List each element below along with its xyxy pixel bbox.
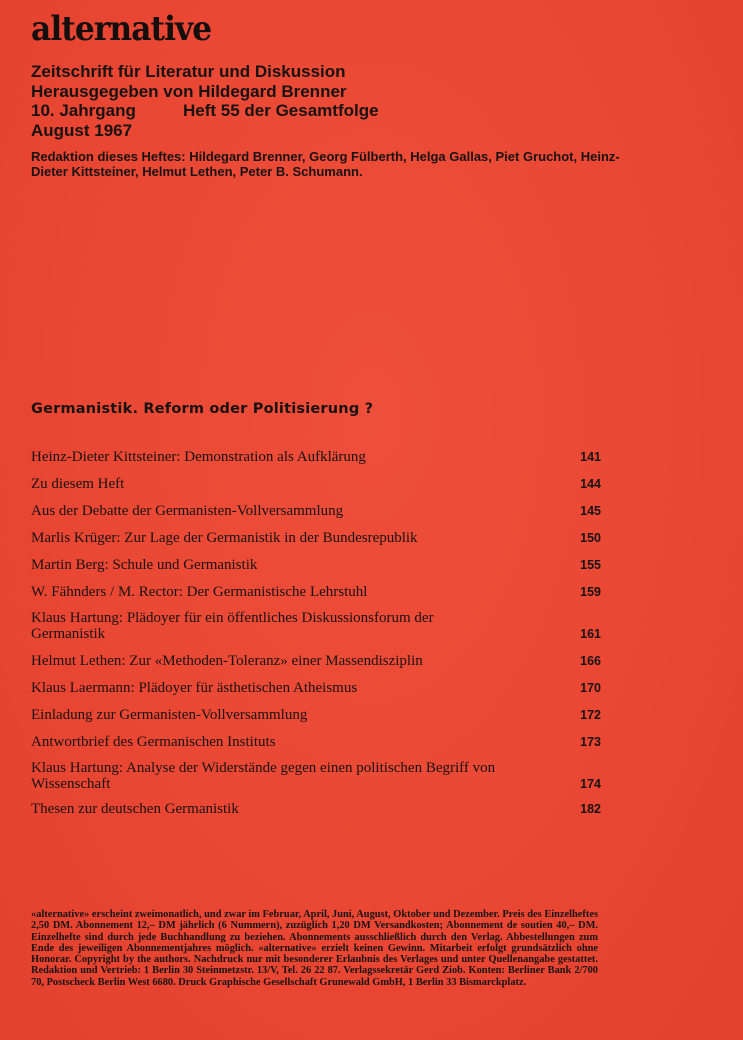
toc-entry-page: 174 bbox=[580, 777, 601, 791]
toc-entry-page: 141 bbox=[580, 450, 601, 464]
toc-entry bbox=[31, 476, 601, 492]
toc-entry-title: Aus der Debatte der Germanisten-Vollversammlung bbox=[31, 503, 344, 519]
toc-entry bbox=[31, 707, 601, 723]
toc-entry bbox=[31, 760, 601, 792]
toc-entry bbox=[31, 734, 601, 750]
issue-date: August 1967 bbox=[31, 120, 133, 140]
journal-editor: Herausgegeben von Hildegard Brenner bbox=[31, 81, 347, 101]
toc-entry bbox=[31, 584, 601, 600]
toc-entry-title: Klaus Hartung: Analyse der Widerstände gegen einen politischen Begriff von Wissenschaft bbox=[31, 760, 496, 792]
issue-line bbox=[31, 101, 591, 121]
toc-entry-title: Antwortbrief des Germanischen Instituts bbox=[31, 734, 276, 750]
journal-logo: alternative bbox=[31, 9, 212, 49]
toc-entry bbox=[31, 503, 601, 519]
toc-entry-page: 150 bbox=[580, 531, 601, 545]
toc-entry-page: 170 bbox=[580, 681, 601, 695]
journal-subtitle: Zeitschrift für Literatur und Diskussion bbox=[31, 62, 346, 81]
section-title: Germanistik. Reform oder Politisierung ? bbox=[31, 401, 374, 417]
toc-entry-page: 155 bbox=[580, 558, 601, 572]
toc-entry-page: 159 bbox=[580, 585, 601, 599]
toc-entry bbox=[31, 530, 601, 546]
toc-entry-title: Zu diesem Heft bbox=[31, 476, 125, 492]
editorial-staff: Redaktion dieses Heftes: Hildegard Brenner, Georg Fülberth, Helga Gallas, Piet Gruchot, Heinz-Dieter Kittsteiner, Helmut Lethen, Peter B. Schumann. bbox=[31, 149, 620, 179]
toc-entry-title: W. Fähnders / M. Rector: Der Germanistische Lehrstuhl bbox=[31, 584, 368, 600]
toc-entry-title: Thesen zur deutschen Germanistik bbox=[31, 801, 239, 817]
imprint-notice: «alternative» erscheint zweimonatlich, und zwar im Februar, April, Juni, August, Oktober und Dezember. Preis des Einzelheftes 2,50 DM. Abonnement 12,– DM jährlich (6 Nummern), zuzüglich 1,20 DM Versandkosten; Abonnement de soutien 40,– DM. Einzelhefte sind durch jede Buchhandlung zu beziehen. Abonnements ausschließlich durch den Verlag. Abbestellungen zum Ende des jeweiligen Abonnementjahres möglich. «alternative» erzielt keinen Gewinn. Mitarbeit erfolgt grundsätzlich ohne Honorar. Copyright by the authors. Nachdruck nur mit besonderer Erlaubnis des Verlages und unter Quellenangabe gestattet. Redaktion und Vertrieb: 1 Berlin 30 Steinmetzstr. 13/V, Tel. 26 22 87. Verlagssekretär Gerd Ziob. Konten: Berliner Bank 2/700 70, Postscheck Berlin West 6680. Druck Graphische Gesellschaft Grunewald GmbH, 1 Berlin 33 Bismarckplatz. bbox=[31, 909, 598, 988]
toc-entry bbox=[31, 653, 601, 669]
toc-entry-title: Einladung zur Germanisten-Vollversammlung bbox=[31, 707, 308, 723]
toc-entry-page: 161 bbox=[580, 627, 601, 641]
toc-entry bbox=[31, 680, 601, 696]
toc-entry-page: 182 bbox=[580, 802, 601, 816]
toc-entry-page: 173 bbox=[580, 735, 601, 749]
toc-entry bbox=[31, 557, 601, 573]
toc-entry-page: 166 bbox=[580, 654, 601, 668]
toc-entry bbox=[31, 449, 601, 465]
toc-entry-title: Klaus Hartung: Plädoyer für ein öffentliches Diskussionsforum der Germanistik bbox=[31, 610, 434, 642]
toc-entry bbox=[31, 801, 601, 817]
toc-entry-title: Heinz-Dieter Kittsteiner: Demonstration als Aufklärung bbox=[31, 449, 366, 465]
toc-entry-title: Martin Berg: Schule und Germanistik bbox=[31, 557, 258, 573]
toc-entry bbox=[31, 610, 601, 642]
toc-entry-title: Klaus Laermann: Plädoyer für ästhetischen Atheismus bbox=[31, 680, 358, 696]
toc-entry-page: 144 bbox=[580, 477, 601, 491]
toc-entry-title: Marlis Krüger: Zur Lage der Germanistik in der Bundesrepublik bbox=[31, 530, 418, 546]
volume-label: 10. Jahrgang bbox=[31, 101, 136, 120]
toc-entry-page: 145 bbox=[580, 504, 601, 518]
issue-label: Heft 55 der Gesamtfolge bbox=[183, 101, 379, 120]
toc-entry-page: 172 bbox=[580, 708, 601, 722]
toc-entry-title: Helmut Lethen: Zur «Methoden-Toleranz» einer Massendisziplin bbox=[31, 653, 423, 669]
masthead bbox=[31, 62, 591, 140]
table-of-contents bbox=[31, 446, 601, 817]
